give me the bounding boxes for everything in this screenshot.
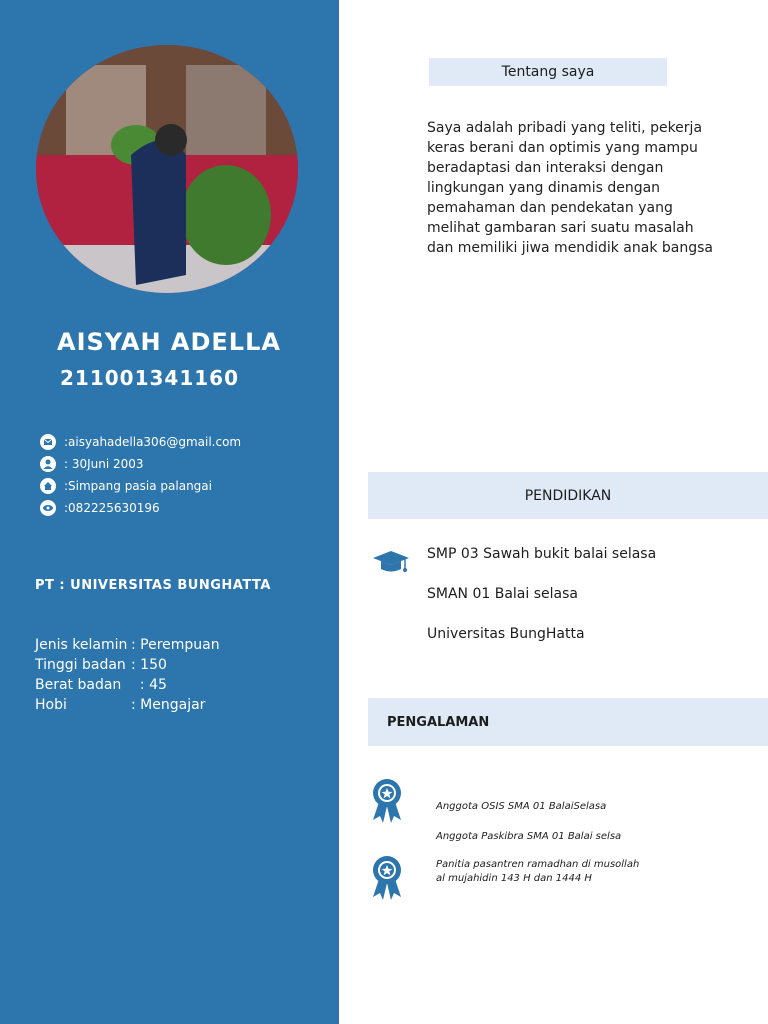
bio-row [35, 635, 220, 655]
eye-icon [40, 500, 56, 516]
education-heading: PENDIDIKAN [368, 472, 768, 519]
about-text: Saya adalah pribadi yang teliti, pekerja keras berani dan optimis yang mampu beradaptasi dan interaksi dengan lingkungan yang dinamis dengan pemahaman dan pendekatan yang melihat gambaran sari suatu masalah dan memiliki jiwa mendidik anak bangsa [427, 120, 713, 256]
student-number: 211001341160 [60, 366, 239, 390]
bio-row [35, 655, 220, 675]
bio-key: Hobi [35, 697, 67, 713]
bio-list [35, 635, 220, 715]
contact-phone [40, 500, 160, 516]
contact-address [40, 478, 212, 494]
bio-key: Tinggi badan [35, 657, 126, 673]
contact-email-text: :aisyahadella306@gmail.com [64, 435, 242, 449]
bio-row [35, 695, 220, 715]
experience-item: Anggota Paskibra SMA 01 Balai selsa [436, 831, 622, 842]
bio-row [35, 675, 220, 695]
education-item: SMP 03 Sawah bukit balai selasa [427, 546, 657, 562]
bio-value: : 45 [131, 677, 167, 693]
bio-value: : Mengajar [131, 697, 206, 713]
experience-item: Anggota OSIS SMA 01 BalaiSelasa [436, 801, 607, 812]
education-item: SMAN 01 Balai selasa [427, 586, 578, 602]
contact-birthdate [40, 456, 144, 472]
contact-birthdate-text: : 30Juni 2003 [64, 457, 144, 471]
contact-email [40, 434, 241, 450]
contact-address-text: :Simpang pasia palangai [64, 479, 212, 493]
email-icon [40, 434, 56, 450]
award-ribbon-icon [370, 778, 404, 824]
about-heading: Tentang saya [429, 58, 667, 86]
education-item: Universitas BungHatta [427, 626, 585, 642]
bio-value: : 150 [131, 657, 167, 673]
graduation-cap-icon [371, 549, 411, 575]
bio-key: Jenis kelamin [35, 637, 128, 653]
bio-key: Berat badan [35, 677, 122, 693]
sidebar [0, 0, 339, 1024]
person-icon [40, 456, 56, 472]
university-heading: PT : UNIVERSITAS BUNGHATTA [35, 578, 271, 593]
bio-value: : Perempuan [131, 637, 220, 653]
profile-photo [36, 45, 298, 293]
person-name: AISYAH ADELLA [57, 328, 281, 356]
home-icon [40, 478, 56, 494]
experience-heading: PENGALAMAN [368, 698, 768, 746]
award-ribbon-icon [370, 855, 404, 901]
experience-item: al mujahidin 143 H dan 1444 H [436, 873, 592, 884]
contact-phone-text: :082225630196 [64, 501, 160, 515]
experience-item: Panitia pasantren ramadhan di musollah [436, 859, 640, 870]
